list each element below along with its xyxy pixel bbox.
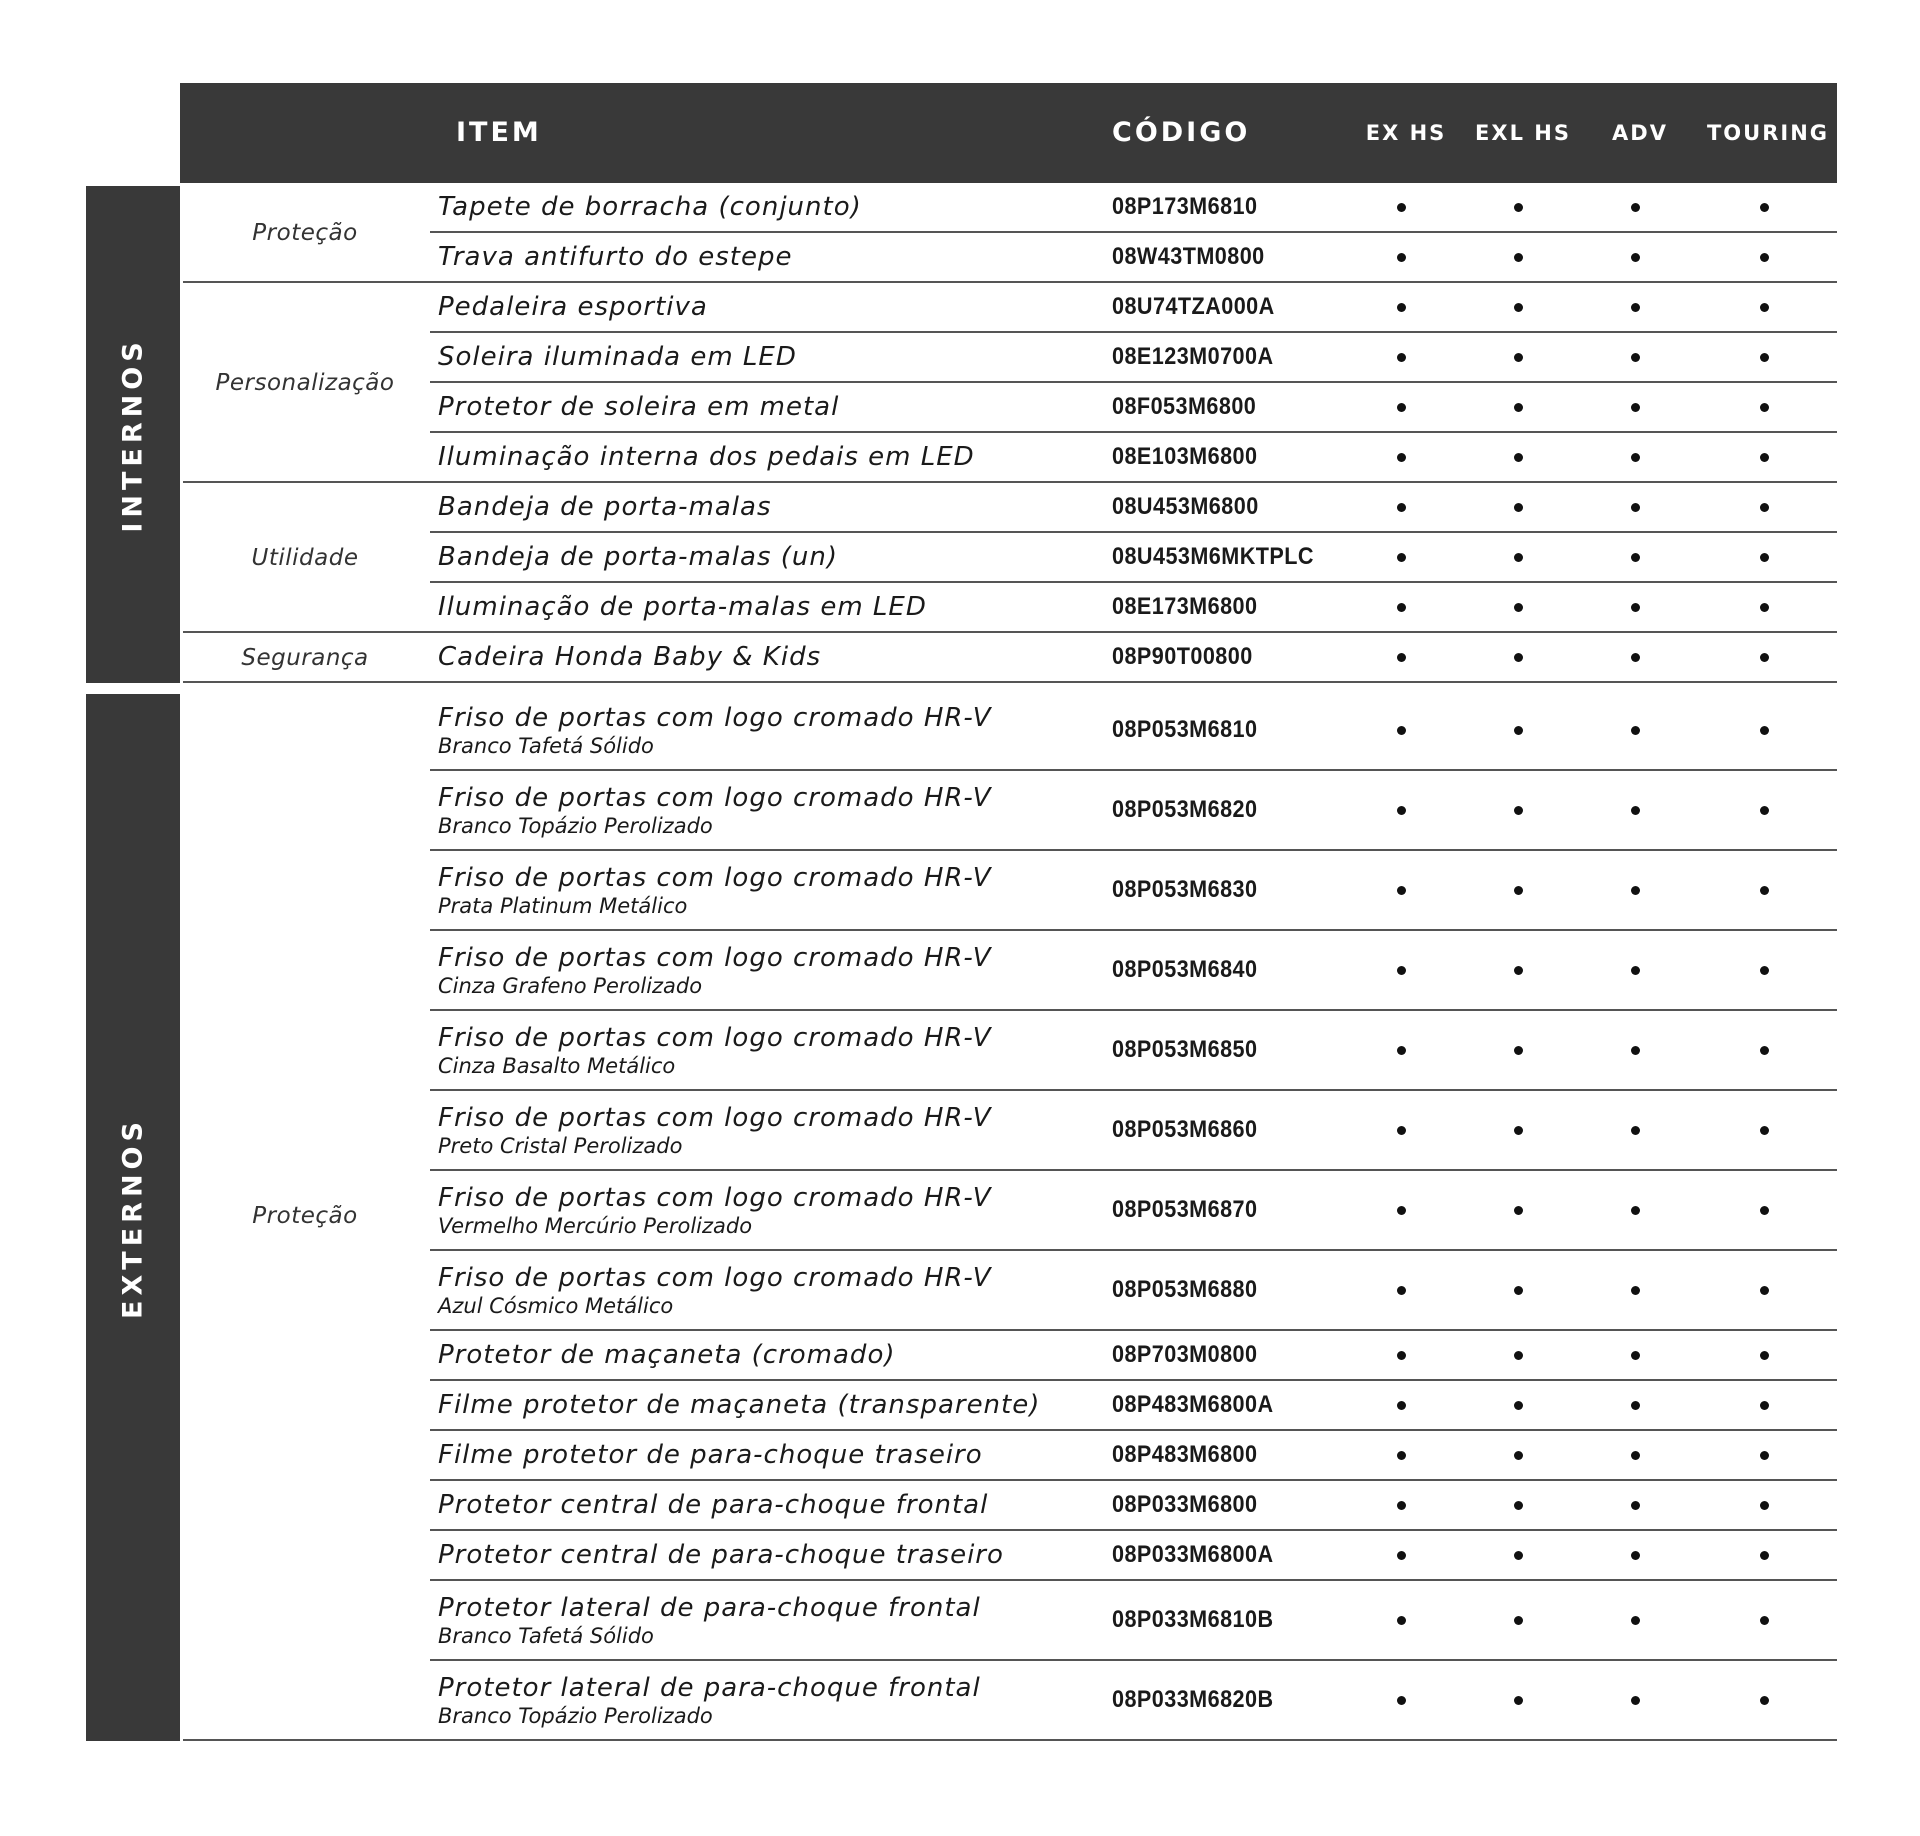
part-code: 08U74TZA000A [1112,293,1275,320]
availability-dot-ex-hs [1397,403,1406,412]
availability-dot-ex-hs [1397,1286,1406,1295]
item-cell [438,1431,1088,1479]
category-divider [183,681,430,683]
availability-dot-ex-hs [1397,1616,1406,1625]
category-label: Segurança [241,645,369,671]
part-code: 08P173M6810 [1112,193,1258,220]
table-row [430,931,1837,1011]
part-code: 08P033M6800A [1112,1541,1274,1568]
adv-column-header: ADV [1612,121,1668,145]
item-name: Friso de portas com logo cromado HR-V [438,782,992,813]
availability-dot-exl-hs [1514,1126,1523,1135]
availability-dot-touring [1760,1551,1769,1560]
table-row [430,1011,1837,1091]
availability-dot-adv [1631,1206,1640,1215]
item-cell [438,383,1088,431]
table-row [430,851,1837,931]
part-code: 08U453M6MKTPLC [1112,543,1314,570]
category-label: Proteção [252,220,358,246]
availability-dot-adv [1631,886,1640,895]
availability-dot-touring [1760,1401,1769,1410]
availability-dot-exl-hs [1514,303,1523,312]
availability-dot-touring [1760,1046,1769,1055]
item-cell [438,483,1088,531]
availability-dot-exl-hs [1514,1401,1523,1410]
table-row [430,1531,1837,1581]
item-cell [438,1381,1088,1429]
availability-dot-exl-hs [1514,553,1523,562]
item-color-variant: Prata Platinum Metálico [438,893,688,918]
availability-dot-adv [1631,1286,1640,1295]
item-name: Iluminação interna dos pedais em LED [438,442,975,472]
item-name: Iluminação de porta-malas em LED [438,592,927,622]
item-cell [438,1011,1088,1089]
availability-dot-touring [1760,726,1769,735]
availability-dot-ex-hs [1397,503,1406,512]
availability-dot-exl-hs [1514,966,1523,975]
availability-dot-touring [1760,1286,1769,1295]
item-column-header: ITEM [456,117,542,148]
part-code: 08P053M6840 [1112,956,1258,983]
availability-dot-adv [1631,503,1640,512]
availability-dot-adv [1631,1126,1640,1135]
item-color-variant: Branco Tafetá Sólido [438,1623,654,1648]
part-code: 08P703M0800 [1112,1341,1258,1368]
availability-dot-exl-hs [1514,353,1523,362]
availability-dot-touring [1760,203,1769,212]
item-cell [438,771,1088,849]
part-code: 08P033M6800 [1112,1491,1258,1518]
item-name: Protetor de soleira em metal [438,392,840,422]
availability-dot-ex-hs [1397,453,1406,462]
touring-column-header: TOURING [1706,121,1830,145]
availability-dot-touring [1760,553,1769,562]
item-name: Protetor central de para-choque traseiro [438,1540,1004,1570]
availability-dot-ex-hs [1397,1451,1406,1460]
availability-dot-touring [1760,1351,1769,1360]
availability-dot-adv [1631,203,1640,212]
part-code: 08U453M6800 [1112,493,1259,520]
item-cell [438,851,1088,929]
item-cell [438,1251,1088,1329]
item-cell [438,1661,1088,1739]
availability-dot-adv [1631,1046,1640,1055]
availability-dot-touring [1760,503,1769,512]
availability-dot-adv [1631,726,1640,735]
availability-dot-ex-hs [1397,1126,1406,1135]
part-code: 08E173M6800 [1112,593,1258,620]
availability-dot-exl-hs [1514,603,1523,612]
part-code: 08P053M6820 [1112,796,1258,823]
part-code: 08P053M6880 [1112,1276,1258,1303]
item-name: Friso de portas com logo cromado HR-V [438,1182,992,1213]
availability-dot-touring [1760,1451,1769,1460]
table-row [430,1331,1837,1381]
item-name: Bandeja de porta-malas [438,492,772,522]
availability-dot-exl-hs [1514,203,1523,212]
availability-dot-ex-hs [1397,1501,1406,1510]
item-name: Friso de portas com logo cromado HR-V [438,1102,992,1133]
item-cell [438,1171,1088,1249]
part-code: 08P90T00800 [1112,643,1253,670]
part-code: 08P483M6800 [1112,1441,1258,1468]
availability-dot-adv [1631,603,1640,612]
availability-dot-exl-hs [1514,1696,1523,1705]
table-row [430,1481,1837,1531]
availability-dot-ex-hs [1397,653,1406,662]
item-cell [438,233,1088,281]
availability-dot-ex-hs [1397,1401,1406,1410]
availability-dot-ex-hs [1397,1696,1406,1705]
table-row [430,333,1837,383]
part-code: 08P033M6810B [1112,1606,1274,1633]
availability-dot-adv [1631,806,1640,815]
availability-dot-ex-hs [1397,1206,1406,1215]
availability-dot-touring [1760,966,1769,975]
table-row [430,1581,1837,1661]
availability-dot-ex-hs [1397,1046,1406,1055]
externos-section-label: EXTERNOS [117,1116,149,1319]
item-name: Filme protetor de maçaneta (transparente) [438,1390,1041,1420]
table-row [430,283,1837,333]
part-code: 08P053M6850 [1112,1036,1258,1063]
availability-dot-adv [1631,1501,1640,1510]
table-row [430,1251,1837,1331]
availability-dot-touring [1760,1696,1769,1705]
availability-dot-exl-hs [1514,1286,1523,1295]
availability-dot-adv [1631,1696,1640,1705]
item-name: Friso de portas com logo cromado HR-V [438,1262,992,1293]
part-code: 08E123M0700A [1112,343,1274,370]
availability-dot-adv [1631,1551,1640,1560]
availability-dot-adv [1631,1401,1640,1410]
table-row [430,233,1837,283]
item-cell [438,1531,1088,1579]
availability-dot-exl-hs [1514,886,1523,895]
availability-dot-touring [1760,453,1769,462]
availability-dot-exl-hs [1514,253,1523,262]
item-color-variant: Preto Cristal Perolizado [438,1133,683,1158]
availability-dot-touring [1760,1126,1769,1135]
category-label: Proteção [252,1203,358,1229]
item-color-variant: Cinza Grafeno Perolizado [438,973,703,998]
availability-dot-adv [1631,303,1640,312]
availability-dot-ex-hs [1397,253,1406,262]
availability-dot-touring [1760,303,1769,312]
availability-dot-ex-hs [1397,1551,1406,1560]
availability-dot-adv [1631,653,1640,662]
item-name: Pedaleira esportiva [438,292,708,322]
part-code: 08P053M6860 [1112,1116,1258,1143]
item-color-variant: Vermelho Mercúrio Perolizado [438,1213,753,1238]
item-name: Protetor lateral de para-choque frontal [438,1592,981,1623]
section-sidebar [86,694,180,1741]
table-row [430,1171,1837,1251]
item-cell [438,1331,1088,1379]
item-name: Soleira iluminada em LED [438,342,797,372]
item-cell [438,691,1088,769]
availability-dot-ex-hs [1397,353,1406,362]
availability-dot-touring [1760,806,1769,815]
item-name: Bandeja de porta-malas (un) [438,542,839,572]
availability-dot-ex-hs [1397,806,1406,815]
availability-dot-adv [1631,1451,1640,1460]
availability-dot-ex-hs [1397,603,1406,612]
item-color-variant: Cinza Basalto Metálico [438,1053,676,1078]
availability-dot-ex-hs [1397,966,1406,975]
availability-dot-ex-hs [1397,886,1406,895]
part-code: 08F053M6800 [1112,393,1257,420]
availability-dot-adv [1631,1351,1640,1360]
availability-dot-exl-hs [1514,403,1523,412]
table-row [430,691,1837,771]
availability-dot-adv [1631,403,1640,412]
item-name: Friso de portas com logo cromado HR-V [438,862,992,893]
item-name: Protetor central de para-choque frontal [438,1490,989,1520]
part-code: 08W43TM0800 [1112,243,1265,270]
availability-dot-exl-hs [1514,1451,1523,1460]
availability-dot-adv [1631,353,1640,362]
part-code: 08P483M6800A [1112,1391,1274,1418]
item-name: Tapete de borracha (conjunto) [438,192,862,222]
part-code: 08P033M6820B [1112,1686,1274,1713]
table-row [430,583,1837,633]
availability-dot-exl-hs [1514,1616,1523,1625]
availability-dot-exl-hs [1514,453,1523,462]
item-cell [438,283,1088,331]
code-column-header: CÓDIGO [1112,117,1251,148]
availability-dot-ex-hs [1397,726,1406,735]
item-cell [438,583,1088,631]
item-name: Trava antifurto do estepe [438,242,793,272]
item-name: Friso de portas com logo cromado HR-V [438,702,992,733]
table-row [430,183,1837,233]
availability-dot-exl-hs [1514,1551,1523,1560]
item-cell [438,533,1088,581]
part-code: 08P053M6810 [1112,716,1258,743]
table-row [430,1091,1837,1171]
availability-dot-adv [1631,453,1640,462]
availability-dot-exl-hs [1514,503,1523,512]
item-color-variant: Branco Topázio Perolizado [438,813,713,838]
item-name: Protetor lateral de para-choque frontal [438,1672,981,1703]
item-cell [438,333,1088,381]
availability-dot-touring [1760,1501,1769,1510]
availability-dot-adv [1631,1616,1640,1625]
ex-hs-column-header: EX HS [1365,121,1447,145]
part-code: 08P053M6830 [1112,876,1258,903]
availability-dot-touring [1760,253,1769,262]
item-color-variant: Azul Cósmico Metálico [438,1293,674,1318]
availability-dot-touring [1760,653,1769,662]
item-cell [438,1091,1088,1169]
availability-dot-exl-hs [1514,726,1523,735]
part-code: 08P053M6870 [1112,1196,1258,1223]
availability-dot-exl-hs [1514,1206,1523,1215]
availability-dot-adv [1631,253,1640,262]
availability-dot-exl-hs [1514,653,1523,662]
availability-dot-touring [1760,1616,1769,1625]
category-label: Personalização [215,370,395,396]
item-cell [438,931,1088,1009]
table-row [430,633,1837,683]
table-row [430,1431,1837,1481]
item-color-variant: Branco Topázio Perolizado [438,1703,713,1728]
item-color-variant: Branco Tafetá Sólido [438,733,654,758]
category-label: Utilidade [251,545,359,571]
availability-dot-exl-hs [1514,1501,1523,1510]
table-row [430,483,1837,533]
table-row [430,433,1837,483]
availability-dot-touring [1760,886,1769,895]
item-name: Friso de portas com logo cromado HR-V [438,1022,992,1053]
availability-dot-ex-hs [1397,303,1406,312]
item-cell [438,1581,1088,1659]
table-row [430,383,1837,433]
item-name: Friso de portas com logo cromado HR-V [438,942,992,973]
availability-dot-touring [1760,603,1769,612]
availability-dot-touring [1760,403,1769,412]
item-cell [438,433,1088,481]
availability-dot-touring [1760,1206,1769,1215]
exl-hs-column-header: EXL HS [1475,121,1571,145]
table-row [430,771,1837,851]
part-code: 08E103M6800 [1112,443,1258,470]
availability-dot-ex-hs [1397,553,1406,562]
availability-dot-adv [1631,553,1640,562]
item-name: Filme protetor de para-choque traseiro [438,1440,983,1470]
table-row [430,533,1837,583]
table-row [430,1661,1837,1741]
item-cell [438,183,1088,231]
availability-dot-ex-hs [1397,203,1406,212]
availability-dot-exl-hs [1514,1046,1523,1055]
availability-dot-touring [1760,353,1769,362]
item-name: Protetor de maçaneta (cromado) [438,1340,896,1370]
item-cell [438,1481,1088,1529]
availability-dot-adv [1631,966,1640,975]
section-sidebar [86,186,180,683]
internos-section-label: INTERNOS [117,336,149,533]
item-cell [438,633,1088,681]
availability-dot-exl-hs [1514,1351,1523,1360]
availability-dot-exl-hs [1514,806,1523,815]
item-name: Cadeira Honda Baby & Kids [438,642,822,672]
table-header [180,83,1837,183]
availability-dot-ex-hs [1397,1351,1406,1360]
category-divider [183,1739,430,1741]
table-row [430,1381,1837,1431]
